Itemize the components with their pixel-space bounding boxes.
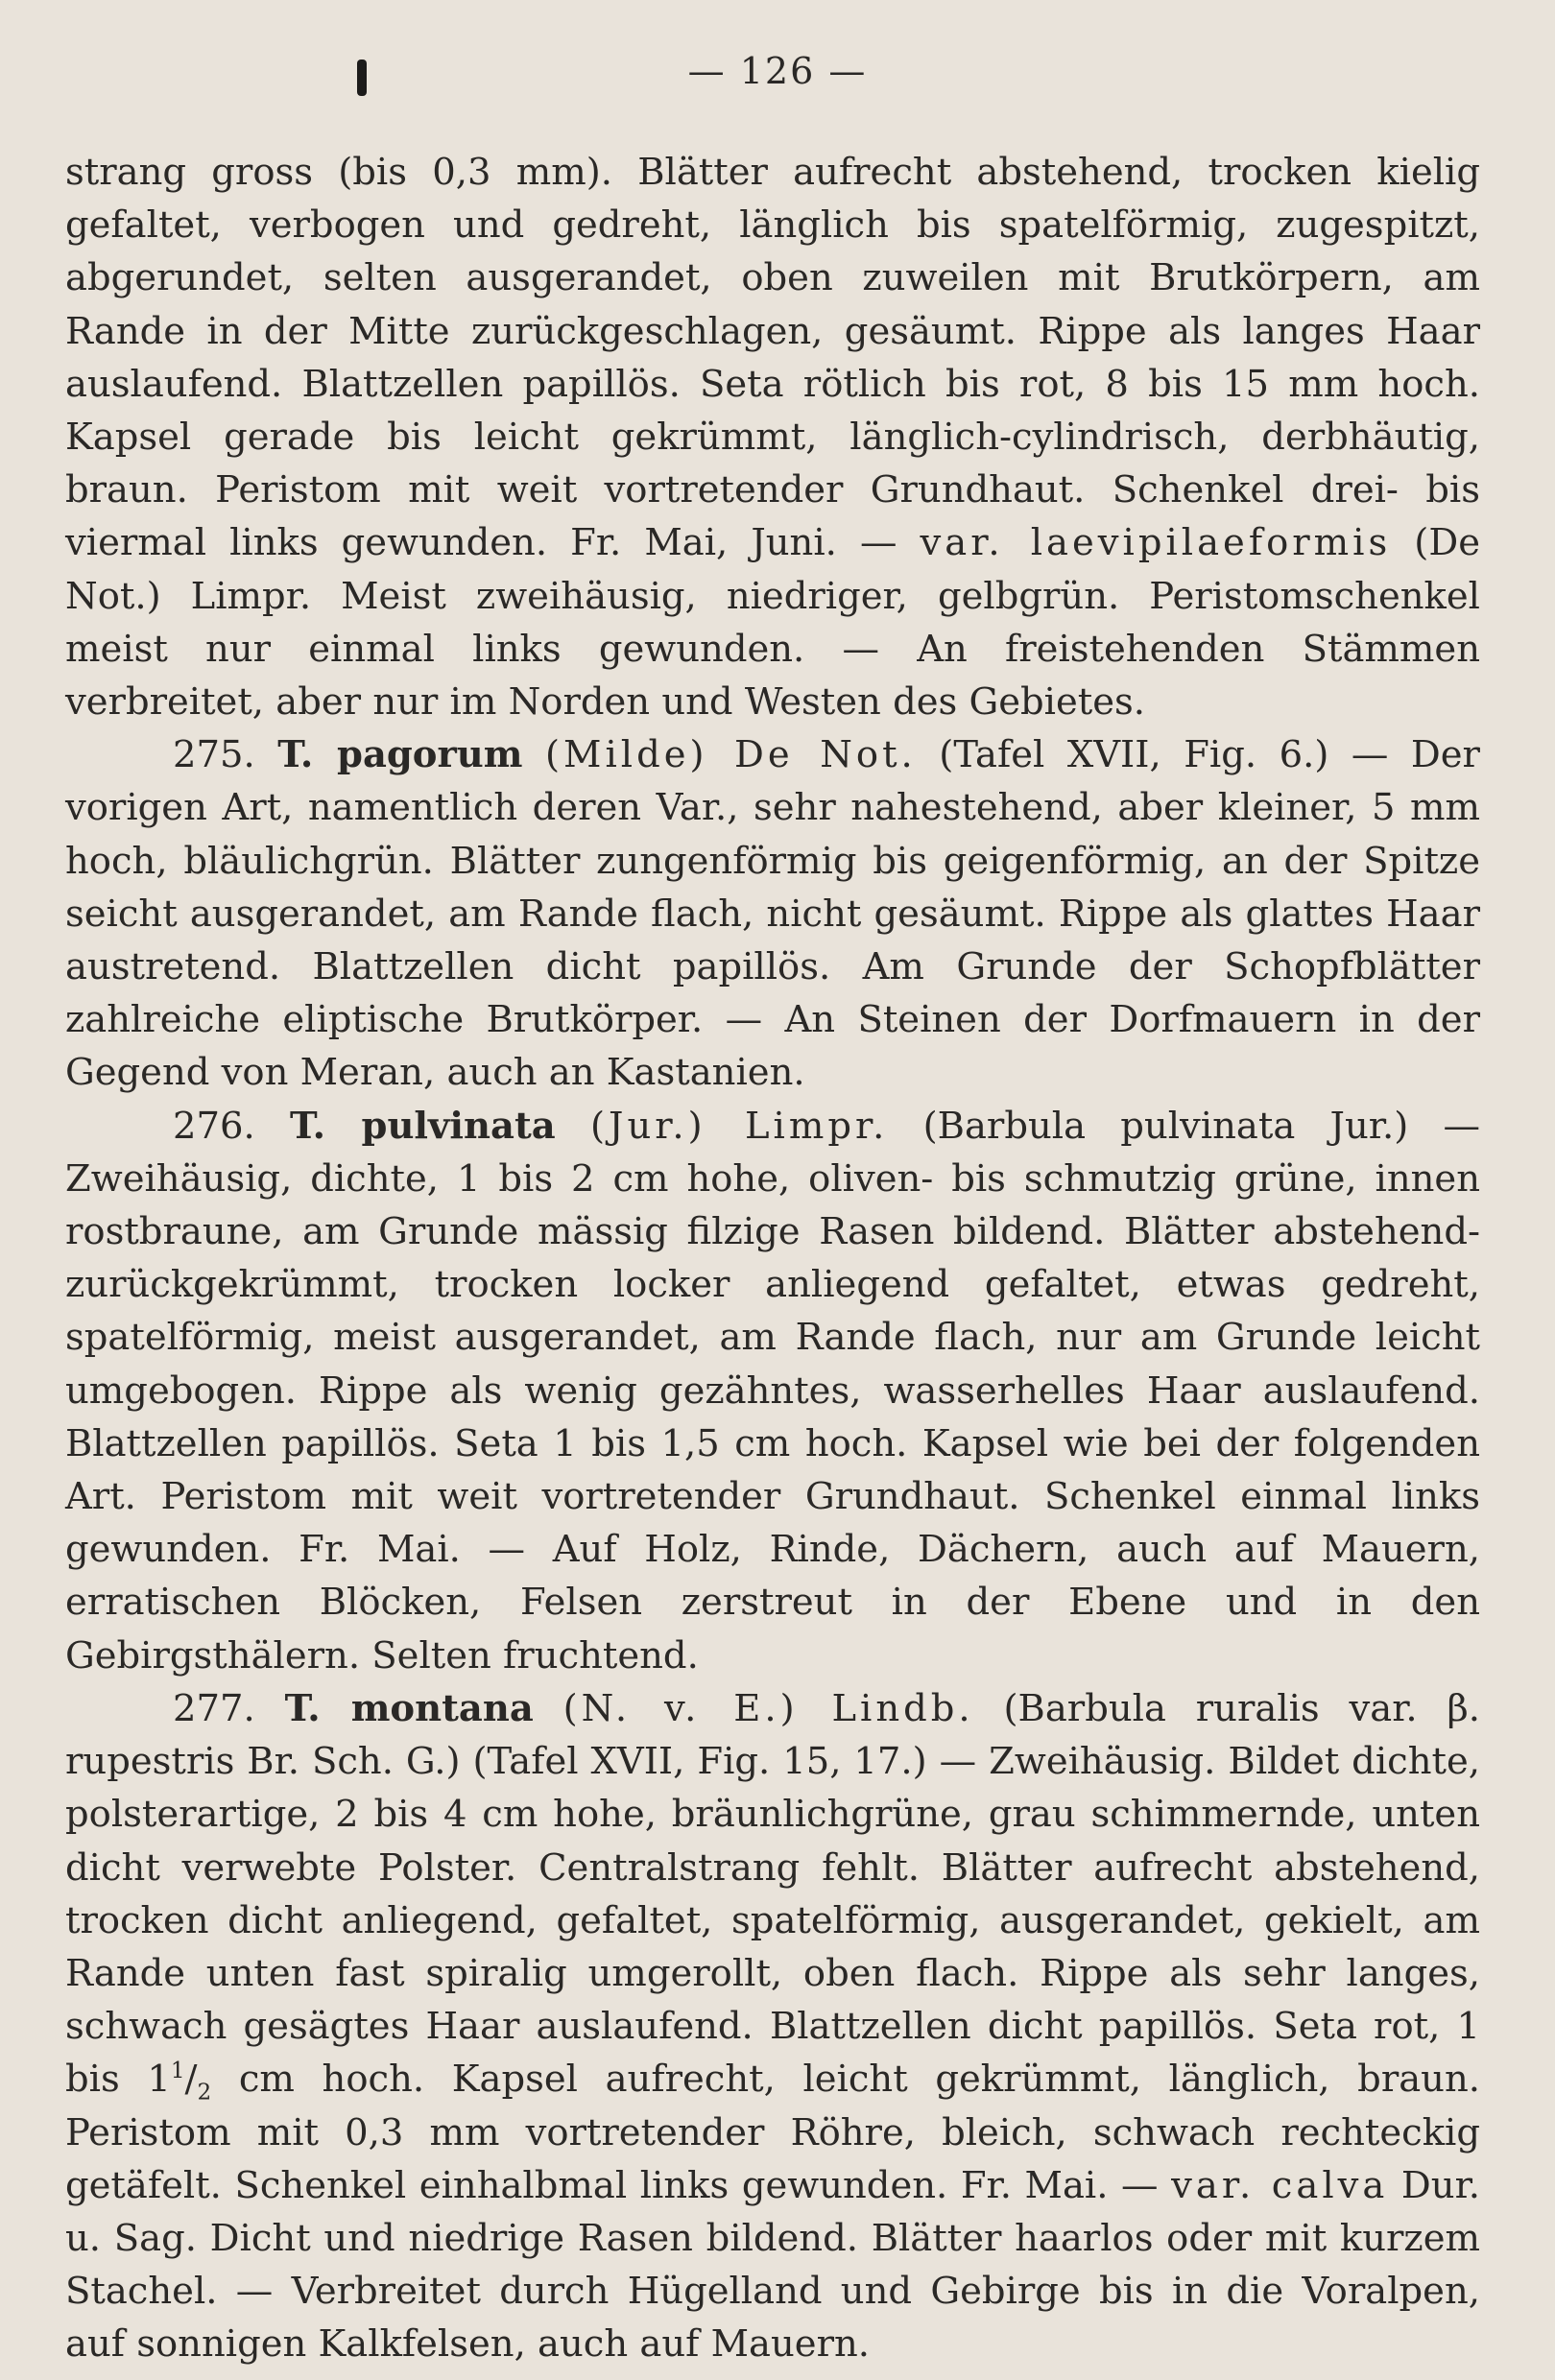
fraction-numerator: 1 — [170, 2059, 185, 2084]
species-author: (N. v. E.) Lindb. — [562, 1686, 974, 1730]
species-author: (Jur.) Limpr. — [590, 1104, 889, 1148]
intro-text-1: strang gross (bis 0,3 mm). Blätter aufrecht abstehend, trocken kielig gefaltet, verbogen und gedreht, länglich bis spatelförmig, zugespitzt, abgerundet, selten ausgerandet, oben zuweilen mit Brutkörpern, am Rande in der Mitte zurückgeschlagen, gesäumt. Rippe als langes Haar auslaufend. Blattzellen papillös. Seta rötlich bis rot, 8 bis 15 mm hoch. Kapsel gerade bis leicht gekrümmt, länglich-cylindrisch, derbhäutig, braun. Peristom mit weit vortretender Grundhaut. Schenkel drei- bis viermal links gewunden. Fr. Mai, Juni. — — [65, 151, 1480, 565]
intro-text-2: (De Not.) Limpr. Meist zweihäusig, niedriger, gelbgrün. Peristomschenkel meist nur einmal links gewunden. — An freistehenden Stämmen verbreitet, aber nur im Norden und Westen des Gebietes. — [65, 521, 1480, 725]
entry-276 — [65, 1100, 1480, 1682]
species-name: T. montana — [284, 1686, 534, 1730]
intro-paragraph — [65, 146, 1480, 728]
species-author: (Milde) De Not. — [545, 733, 917, 777]
entry-text-c: Dur. u. Sag. Dicht und niedrige Rasen bildend. Blätter haarlos oder mit kurzem Stachel. — Verbreitet durch Hügelland und Gebirge bis in die Voralpen, auf sonnigen Kalkfelsen, auch auf Mauern. — [65, 2163, 1480, 2367]
entry-number: 276. — [173, 1104, 255, 1148]
entry-number: 277. — [173, 1686, 255, 1730]
entry-text-a: (Barbula ruralis var. β. rupestris Br. Sch. G.) (Tafel XVII, Fig. 15, 17.) — Zweihäusig. Bildet dichte, polsterartige, 2 bis 4 cm hohe, bräunlichgrüne, grau schimmernde, unten dicht verwebte Polster. Centralstrang fehlt. Blätter aufrecht abstehend, trocken dicht anliegend, gefaltet, spatelförmig, ausgerandet, gekielt, am Rande unten fast spiralig umgerollt, oben flach. Rippe als sehr langes, schwach gesägtes Haar auslaufend. Blattzellen dicht papillös. Seta rot, 1 bis 1 — [65, 1686, 1480, 2102]
entry-number: 275. — [173, 733, 255, 777]
entry-275 — [65, 728, 1480, 1099]
body-text — [65, 146, 1480, 2371]
entry-277 — [65, 1682, 1480, 2371]
entry-text-b: cm hoch. Kapsel aufrecht, leicht gekrümmt, länglich, braun. Peristom mit 0,3 mm vortretender Röhre, bleich, schwach rechteckig getäfelt. Schenkel einhalbmal links gewunden. Fr. Mai. — — [65, 2058, 1481, 2207]
page-number: — 126 — — [687, 50, 868, 92]
fraction-separator: / — [184, 2058, 198, 2102]
species-name: T. pulvinata — [290, 1104, 556, 1148]
entry-text: (Barbula pulvinata Jur.) — Zweihäusig, dichte, 1 bis 2 cm hohe, oliven- bis schmutzig grüne, innen rostbraune, am Grunde mässig filzige Rasen bildend. Blätter abstehend-zurückgekrümmt, trocken locker anliegend gefaltet, etwas gedreht, spatelförmig, meist ausgerandet, am Rande flach, nur am Grunde leicht umgebogen. Rippe als wenig gezähntes, wasserhelles Haar auslaufend. Blattzellen papillös. Seta 1 bis 1,5 cm hoch. Kapsel wie bei der folgenden Art. Peristom mit weit vortretender Grundhaut. Schenkel einmal links gewunden. Fr. Mai. — Auf Holz, Rinde, Dächern, auch auf Mauern, erratischen Blöcken, Felsen zerstreut in der Ebene und in den Gebirgsthälern. Selten fruchtend. — [65, 1104, 1480, 1678]
entry-text: (Tafel XVII, Fig. 6.) — Der vorigen Art, namentlich deren Var., sehr nahestehend, aber kleiner, 5 mm hoch, bläulichgrün. Blätter zungenförmig bis geigenförmig, an der Spitze seicht ausgerandet, am Rande flach, nicht gesäumt. Rippe als glattes Haar austretend. Blattzellen dicht papillös. Am Grunde der Schopfblätter zahlreiche eliptische Brutkörper. — An Steinen der Dorfmauern in der Gegend von Meran, auch an Kastanien. — [65, 733, 1480, 1095]
species-name: T. pagorum — [277, 733, 523, 777]
fraction-denominator: 2 — [197, 2081, 212, 2106]
variety-name: var. calva — [1171, 2163, 1389, 2207]
variety-name: var. laevipilaeformis — [920, 521, 1392, 565]
